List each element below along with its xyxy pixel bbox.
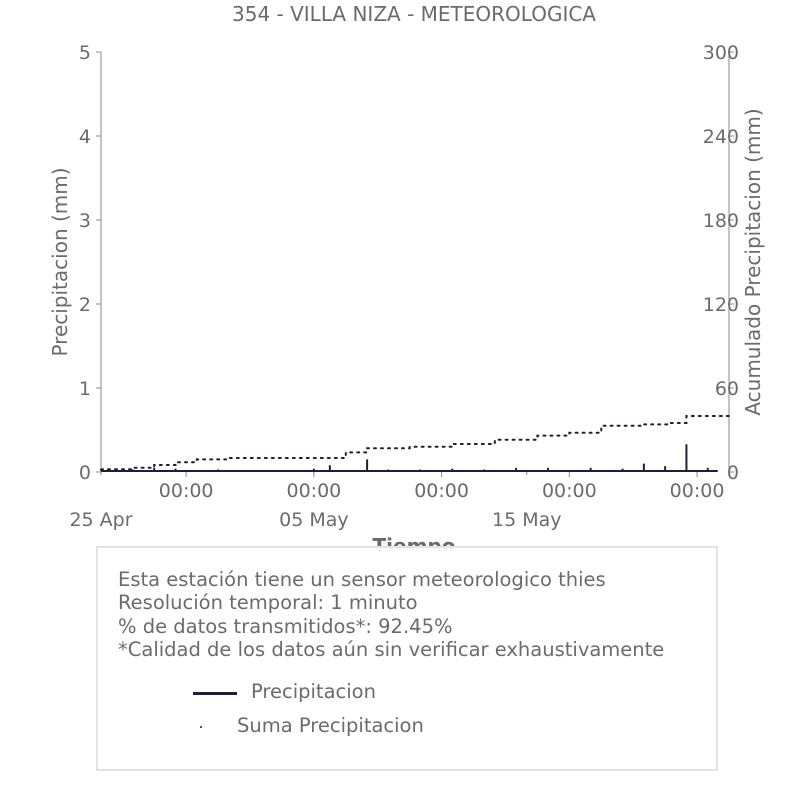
- x-tick-label: 00:00: [158, 480, 214, 502]
- series-suma-precipitacion: [101, 415, 729, 470]
- info-line-sensor: Esta estación tiene un sensor meteorologico thies: [118, 568, 606, 591]
- y-tick-label-right: 240: [702, 126, 739, 148]
- info-line-resolution: Resolución temporal: 1 minuto: [118, 591, 418, 615]
- station-info: [118, 568, 664, 661]
- y-tick-label-right: 60: [714, 378, 739, 400]
- x-tick-label: 00:00: [414, 480, 469, 502]
- x-tick-label: 00:00: [669, 480, 725, 502]
- y-tick-label-left: 4: [78, 126, 91, 148]
- legend-label: Suma Precipitacion: [237, 714, 424, 737]
- y-axis-left-title: Precipitacion (mm): [48, 167, 72, 357]
- x-minor-tick-label: 25 Apr: [69, 509, 133, 531]
- info-line-transmitted: % de datos transmitidos*: 92.45%: [118, 614, 453, 638]
- legend-dot-swatch: [200, 726, 202, 728]
- y-tick-label-right: 180: [702, 210, 739, 232]
- y-tick-label-left: 5: [78, 42, 91, 64]
- y-tick-label-left: 3: [78, 210, 91, 232]
- info-panel: [96, 546, 718, 771]
- x-minor-tick-label: 05 May: [279, 509, 349, 531]
- y-axis-right-title: Acumulado Precipitacion (mm): [741, 108, 765, 416]
- y-tick-label-right: 0: [726, 462, 739, 484]
- chart-title: 354 - VILLA NIZA - METEOROLOGICA: [232, 2, 596, 26]
- info-line-quality: *Calidad de los datos aún sin verificar exhaustivamente: [118, 637, 665, 661]
- x-tick-label: 00:00: [541, 480, 597, 502]
- y-tick-label-right: 300: [702, 42, 739, 64]
- y-tick-label-right: 120: [702, 294, 739, 316]
- y-tick-label-left: 0: [78, 462, 91, 484]
- legend-label: Precipitacion: [251, 680, 376, 703]
- x-minor-tick-label: 15 May: [492, 509, 562, 531]
- y-tick-label-left: 1: [78, 378, 91, 400]
- legend-line-swatch: [193, 692, 237, 695]
- x-tick-label: 00:00: [286, 480, 342, 502]
- cumulative-line: [101, 415, 729, 470]
- y-tick-label-left: 2: [78, 294, 91, 316]
